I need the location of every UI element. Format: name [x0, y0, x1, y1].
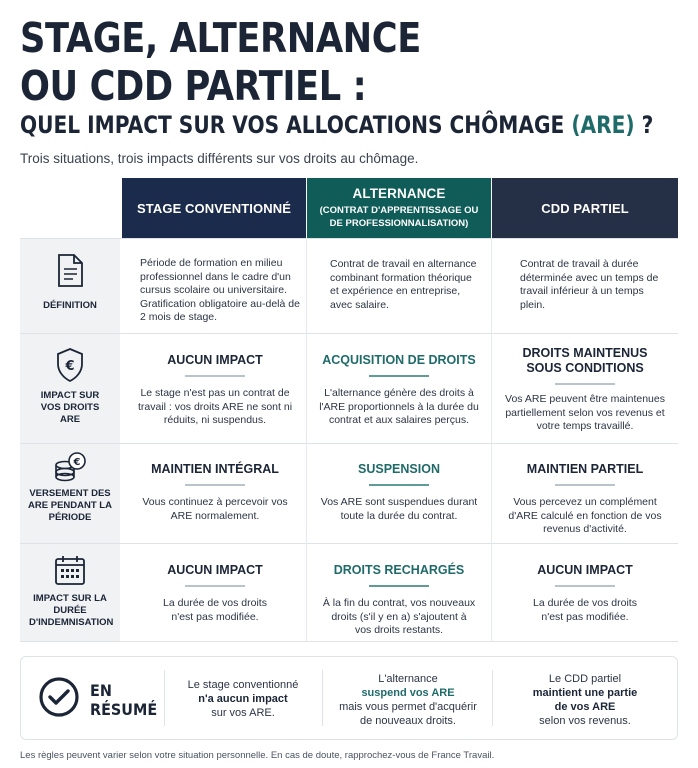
document-icon — [53, 254, 87, 288]
cell-body: Vous percevez un complément d'ARE calculé en fonction de vos revenus d'activité. — [508, 496, 662, 535]
column-header-alternance — [307, 178, 491, 238]
definition-text: Période de formation en milieu professionnel dans le cadre d'un cursus scolaire ou universitaire. Gratification obligatoire au-delà de 2 mois de stage. — [140, 257, 300, 323]
svg-text:€: € — [73, 457, 81, 468]
summary-divider — [492, 670, 493, 726]
heading-underline — [185, 585, 245, 587]
versement-alternance — [314, 462, 484, 523]
row-label-impact — [20, 348, 120, 426]
definition-text: Contrat de travail à durée déterminée avec un temps de travail inférieur à un temps plein. — [520, 258, 659, 311]
summary-emphasis: n'a aucun impact — [198, 693, 288, 705]
row-label-duree — [20, 553, 120, 629]
summary-alternance — [330, 672, 486, 728]
column-header-stage — [122, 178, 306, 238]
title-line-1: STAGE, ALTERNANCE — [20, 14, 421, 62]
title-line-2: OU CDD PARTIEL : — [20, 62, 367, 110]
page-title — [20, 16, 486, 108]
cell-heading: AUCUN IMPACT — [167, 563, 263, 577]
row-label-text: VERSEMENT DES ARE PENDANT LA PÉRIODE — [28, 488, 112, 523]
cell-body: La durée de vos droits n'est pas modifiée. — [533, 597, 637, 623]
summary-emphasis: suspend vos ARE — [361, 687, 455, 699]
impact-alternance — [314, 353, 484, 428]
definition-stage — [140, 257, 300, 325]
heading-underline — [369, 375, 429, 377]
title-line-3 — [20, 110, 653, 140]
summary-stage — [170, 678, 316, 720]
title-accent: (ARE) — [571, 111, 635, 139]
impact-cdd — [500, 346, 670, 434]
row-divider — [20, 443, 678, 444]
heading-underline — [555, 585, 615, 587]
heading-underline — [369, 484, 429, 486]
column-title: ALTERNANCE — [352, 186, 446, 201]
cell-heading: AUCUN IMPACT — [167, 353, 263, 367]
impact-stage — [130, 353, 300, 428]
column-header-cdd — [492, 178, 678, 238]
cell-heading: MAINTIEN PARTIEL — [526, 462, 644, 476]
summary-title-line-2: RÉSUMÉ — [90, 700, 158, 719]
row-label-definition — [20, 254, 120, 312]
cell-body: Le stage n'est pas un contrat de travail : vos droits ARE ne sont ni réduits, ni suspendus. — [137, 387, 293, 426]
column-divider — [491, 238, 492, 642]
euro-shield-icon — [53, 348, 87, 382]
svg-text:€: € — [65, 359, 75, 374]
column-divider — [306, 238, 307, 642]
summary-divider — [164, 670, 165, 726]
row-divider — [20, 238, 678, 239]
calendar-icon — [53, 553, 87, 587]
summary-cdd — [500, 672, 670, 728]
cell-body: Vous continuez à percevoir vos ARE normalement. — [142, 496, 288, 522]
footer-note: Les règles peuvent varier selon votre situation personnelle. En cas de doute, rapprochez-vous de France Travail. — [20, 750, 495, 761]
cell-body: L'alternance génère des droits à l'ARE proportionnels à la durée du contrat et aux salaires perçus. — [319, 387, 479, 426]
row-label-text: IMPACT SUR VOS DROITS ARE — [40, 390, 100, 425]
column-title: STAGE CONVENTIONNÉ — [137, 200, 291, 216]
summary-text: sur vos ARE. — [211, 707, 275, 719]
duree-stage — [130, 563, 300, 624]
definition-cdd — [520, 258, 660, 312]
cell-heading: AUCUN IMPACT — [537, 563, 633, 577]
cell-body: À la fin du contrat, vos nouveaux droits (s'il y en a) s'ajoutent à vos droits restants. — [322, 597, 476, 636]
summary-title — [90, 681, 157, 719]
row-label-text: IMPACT SUR LA DURÉE D'INDEMNISATION — [29, 593, 114, 628]
versement-stage — [130, 462, 300, 523]
row-label-versement — [20, 450, 120, 524]
title-line-3-end: ? — [634, 111, 654, 139]
heading-underline — [185, 375, 245, 377]
row-label-text: DÉFINITION — [43, 300, 97, 311]
summary-emphasis: maintient une partie de vos ARE — [532, 687, 638, 713]
row-divider — [20, 641, 678, 642]
row-divider — [20, 543, 678, 544]
summary-text: mais vous permet d'acquérir de nouveaux droits. — [339, 701, 477, 727]
title-line-3-text: QUEL IMPACT SUR VOS ALLOCATIONS CHÔMAGE — [20, 111, 572, 139]
cell-body: Vos ARE sont suspendues durant toute la durée du contrat. — [320, 496, 478, 522]
cell-body: Vos ARE peuvent être maintenues partiellement selon vos revenus et votre temps travaillé. — [505, 393, 665, 432]
subtitle: Trois situations, trois impacts différents sur vos droits au chômage. — [20, 151, 419, 166]
coins-icon — [53, 450, 87, 484]
cell-heading: MAINTIEN INTÉGRAL — [151, 462, 279, 476]
summary-title-line-1: EN — [90, 681, 112, 700]
row-divider — [20, 333, 678, 334]
duree-alternance — [314, 563, 484, 638]
heading-underline — [185, 484, 245, 486]
cell-heading: DROITS MAINTENUS SOUS CONDITIONS — [522, 346, 648, 375]
summary-text: L'alternance — [378, 673, 438, 685]
summary-text: selon vos revenus. — [539, 715, 631, 727]
versement-cdd — [500, 462, 670, 537]
column-title: CDD PARTIEL — [541, 200, 629, 216]
duree-cdd — [500, 563, 670, 624]
summary-divider — [322, 670, 323, 726]
cell-heading: DROITS RECHARGÉS — [333, 563, 465, 577]
definition-text: Contrat de travail en alternance combinant formation théorique et expérience en entreprise, avec salaire. — [330, 258, 477, 311]
definition-alternance — [330, 258, 480, 312]
cell-heading: SUSPENSION — [358, 462, 440, 476]
check-circle-icon — [38, 676, 80, 718]
cell-heading: ACQUISITION DE DROITS — [322, 353, 476, 367]
heading-underline — [369, 585, 429, 587]
column-subtitle: (CONTRAT D'APPRENTISSAGE OU DE PROFESSIONNALISATION) — [319, 205, 479, 229]
summary-text: Le stage conventionné — [187, 679, 299, 691]
heading-underline — [555, 484, 615, 486]
heading-underline — [555, 383, 615, 385]
summary-text: Le CDD partiel — [548, 673, 622, 685]
cell-body: La durée de vos droits n'est pas modifiée. — [163, 597, 267, 623]
